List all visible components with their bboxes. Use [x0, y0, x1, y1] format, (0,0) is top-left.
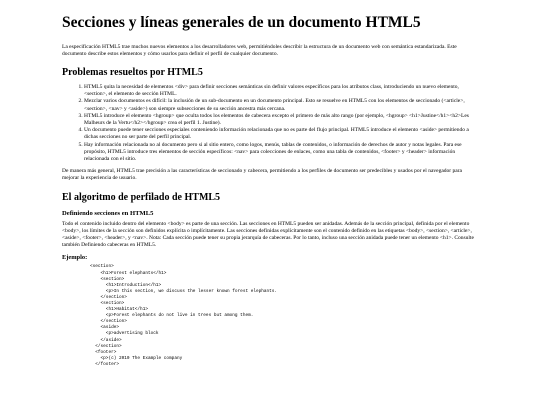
intro-paragraph: La especificación HTML5 trae muchos nuevos elementos a los desarrolladores web, permitiéndoles describir la estructura de un documento web con semántica estandarizada. Este documento describe estos elementos y cómo usarlos para definir el perfil de cualquier documento. — [62, 43, 457, 57]
problems-list — [62, 84, 478, 163]
example-label: Ejemplo: — [62, 254, 88, 262]
list-item: 1. HTML5 quita la necesidad de elementos <div> para definir secciones semánticas sin definir valores específicos para los atributos class, introduciendo un nuevo elemento, <section>, el elemento de sección HTML. — [84, 84, 478, 98]
list-item: 4. Un documento puede tener secciones especiales conteniendo información relacionada que no es parte del flujo principal. HTML5 introduce el elemento <aside> permitiendo a dichas secciones no ser parte del perfil principal. — [84, 127, 478, 141]
code-example: <section> <h1>Forest elephants</h1> <section> <h1>Introduction</h1> <p>In this section, we discuss the lesser known forest elephants. </section> <section> <h1>Habitat</h1> <p>Forest elephants do not live in trees but among them. </section> <aside> <p>advertising block </aside> </section> <footer> <p>(c) 2010 The Example company </footer> — [90, 264, 278, 367]
page-title: Secciones y líneas generales de un documento HTML5 — [62, 14, 421, 31]
problems-heading: Problemas resueltos por HTML5 — [62, 67, 203, 78]
summary-paragraph: De manera más general, HTML5 trae precisión a las características de seccionado y cabecera, permitiendo a los perfiles de documento ser predecibles y usados por el navegador para mejorar la experiencia de usuario. — [62, 168, 462, 182]
algorithm-heading: El algoritmo de perfilado de HTML5 — [62, 191, 221, 203]
list-item: 2. Mezclar varios documentos es difícil: la inclusión de un sub-documento en un documento principal. Esto se resuelve en HTML5 con los elementos de seccionado (<article>, <section>, <nav> y <aside>) son siempre subsecciones de su sección ancestra más cercana. — [84, 98, 478, 112]
list-item: 5. Hay información relacionada no al documento pero si al sitio entero, como logos, menús, tablas de contenidos, o información de derechos de autor y notas legales. Para ese propósito, HTML5 introduce tres elementos de sección específicos: <nav> para colecciones de enlaces, como una tabla de contenidos, <footer> y <header> información relacionada con el sitio. — [84, 142, 478, 164]
list-item: 3. HTML5 introduce el elemento <hgroup> que oculta todos los elementos de cabecera excepto el primero de más alto rango (por ejemplo, <hgroup> <h1>Justine</h1><h2>Les Malheurs de la Vertu</h2></hgroup> crea el perfil 1. Justine). — [84, 113, 478, 127]
sections-paragraph: Todo el contenido incluido dentro del elemento <body> es parte de una sección. Las secciones en HTML5 pueden ser anidadas. Además de la sección principal, definida por el elemento <body>, los límites de la sección son definidos explícita o implícitamente. Las secciones definidas explícitamente son el contenido definido en las etiquetas <body>, <section>, <article>, <aside>, <footer>, <header>, y <nav>. Nota: Cada sección puede tener su propia jerarquía de cabeceras. Por lo tanto, incluso una sección anidada puede tener un elemento <h1>. Consulte también Definiendo cabeceras en HTML5. — [62, 220, 474, 249]
sections-subheading: Definiendo secciones en HTML5 — [62, 209, 154, 217]
